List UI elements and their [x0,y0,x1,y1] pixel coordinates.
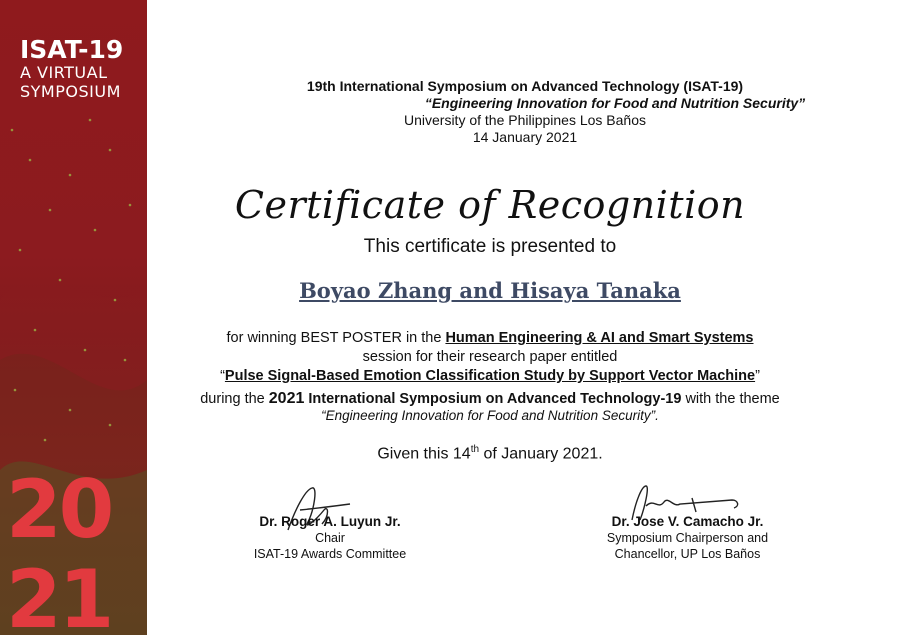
theme-text: with the theme [681,391,780,407]
symposium-date: 14 January 2021 [472,129,578,145]
banner-subtitle-2: SYMPOSIUM [20,82,121,101]
symposium-theme: “Engineering Innovation for Food and Nutrition Security” [424,95,806,111]
close-quote: ” [755,368,760,384]
session-name: Human Engineering & AI and Smart Systems [445,330,754,346]
session-line: session for their research paper entitled [362,349,618,365]
signatory-right-role: Symposium Chairperson and [606,531,769,545]
symposium-name: 19th International Symposium on Advanced Technology (ISAT-19) [306,78,744,94]
event-line [150,390,830,408]
year-top-digits: 20 [6,463,112,556]
during-text: during the [200,391,269,407]
given-sup: th [470,444,480,455]
open-quote: “ [220,368,225,384]
year-bottom-digits: 21 [6,553,112,635]
signatory-right [570,514,805,562]
banner-logo-text [20,37,123,100]
side-banner [0,0,147,635]
given-date [150,444,830,463]
presented-line: This certificate is presented to [363,236,617,257]
university-name: University of the Philippines Los Baños [403,112,647,128]
signatory-left-name: Dr. Roger A. Luyun Jr. [259,514,401,529]
banner-title: ISAT-19 [20,35,124,64]
banner-subtitle-1: A VIRTUAL [20,63,108,82]
signatory-left-committee: ISAT-19 Awards Committee [253,547,407,561]
signatory-left-role: Chair [315,531,345,545]
event-name: International Symposium on Advanced Technology-19 [304,391,682,407]
signatory-left [225,514,435,562]
award-text: for winning BEST POSTER in the [226,330,446,346]
theme-line: “Engineering Innovation for Food and Nutrition Security”. [321,408,659,423]
paper-line [150,368,830,384]
award-line [150,330,830,346]
given-post: of January 2021. [479,445,603,463]
signatory-right-title: Chancellor, UP Los Baños [614,547,761,561]
event-year: 2021 [268,390,305,407]
recipient-names: Boyao Zhang and Hisaya Tanaka [299,278,681,303]
given-pre: Given this 14 [377,445,471,463]
signatory-right-name: Dr. Jose V. Camacho Jr. [611,514,764,529]
paper-title: Pulse Signal-Based Emotion Classification Study by Support Vector Machine [224,368,756,384]
certificate-title: Certificate of Recognition [234,183,746,227]
